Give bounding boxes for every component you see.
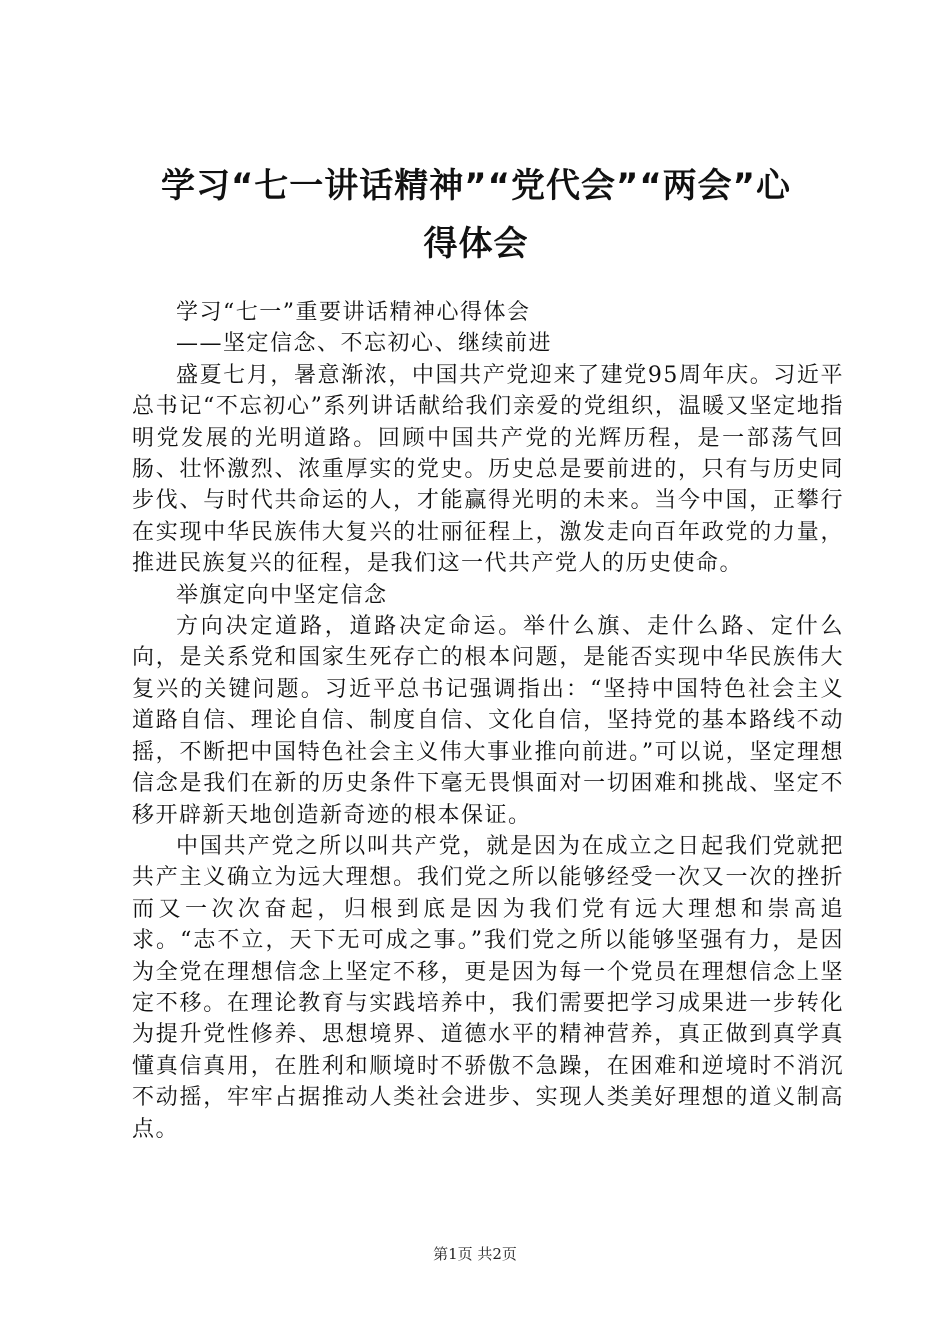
paragraph-3: 中国共产党之所以叫共产党，就是因为在成立之日起我们党就把共产主义确立为远大理想。我们党之所以能够经受一次又一次的挫折而又一次次奋起，归根到底是因为我们党有远大理想和崇高追求。“志不立，天下无可成之事。”我们党之所以能够坚强有力，是因为全党在理想信念上坚定不移，更是因为每一个党员在理想信念上坚定不移。在理论教育与实践培养中，我们需要把学习成果进一步转化为提升党性修养、思想境界、道德水平的精神营养，真正做到真学真懂真信真用，在胜利和顺境时不骄傲不急躁，在困难和逆境时不消沉不动摇，牢牢占据推动人类社会进步、实现人类美好理想的道义制高点。 — [132, 833, 844, 1142]
document-title-line-2: 得体会 — [423, 224, 529, 264]
document-body — [132, 297, 844, 1145]
paragraph-1: 盛夏七月，暑意渐浓，中国共产党迎来了建党95周年庆。习近平总书记“不忘初心”系列讲话献给我们亲爱的党组织，温暖又坚定地指明党发展的光明道路。回顾中国共产党的光辉历程，是一部荡气回肠、壮怀激烈、浓重厚实的党史。历史总是要前进的，只有与历史同步伐、与时代共命运的人，才能赢得光明的未来。当今中国，正攀行在实现中华民族伟大复兴的壮丽征程上，激发走向百年政党的力量，推进民族复兴的征程，是我们这一代共产党人的历史使命。 — [132, 362, 844, 577]
document-title-line-1: 学习“七一讲话精神”“党代会”“两会”心 — [160, 166, 792, 206]
subheading: ——坚定信念、不忘初心、继续前进 — [176, 331, 553, 357]
page-footer: 第1页 共2页 — [433, 1245, 517, 1263]
paragraph-2: 方向决定道路，道路决定命运。举什么旗、走什么路、定什么向，是关系党和国家生死存亡的根本问题，是能否实现中华民族伟大复兴的关键问题。习近平总书记强调指出：“坚持中国特色社会主义道路自信、理论自信、制度自信、文化自信，坚持党的基本路线不动摇，不断把中国特色社会主义伟大事业推向前进。”可以说，坚定理想信念是我们在新的历史条件下毫无畏惧面对一切困难和挑战、坚定不移开辟新天地创造新奇迹的根本保证。 — [132, 614, 844, 828]
section-heading: 举旗定向中坚定信念 — [176, 582, 388, 608]
subtitle: 学习“七一”重要讲话精神心得体会 — [176, 300, 531, 325]
